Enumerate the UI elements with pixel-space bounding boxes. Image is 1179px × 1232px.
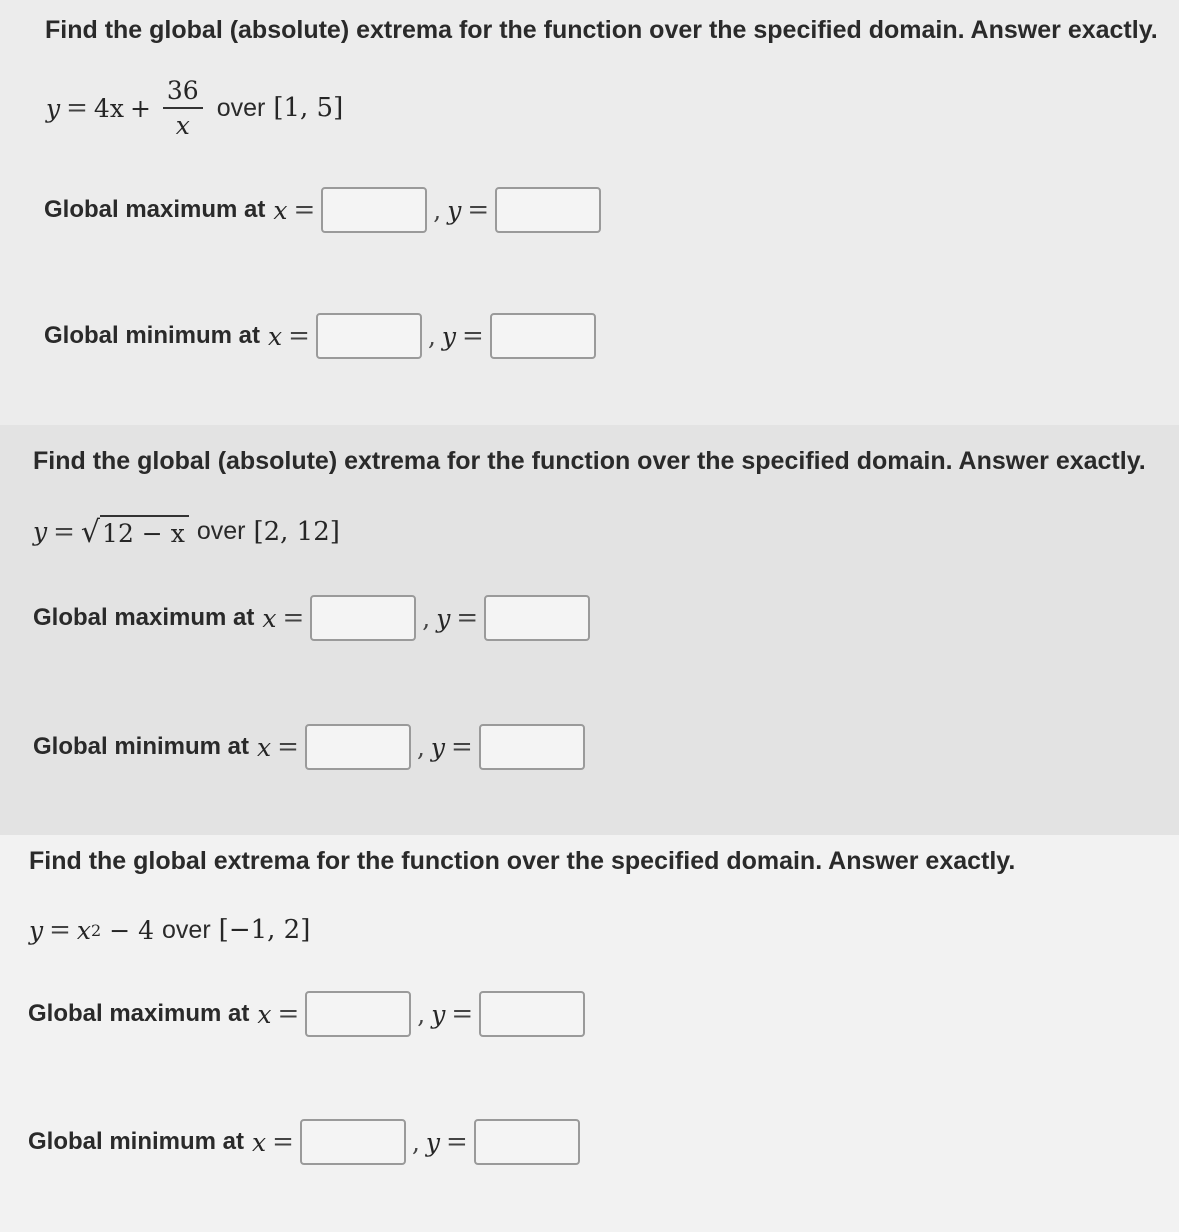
max-x-input[interactable] xyxy=(305,991,411,1037)
function-equals: = xyxy=(49,915,71,945)
domain-interval: [2, 12] xyxy=(253,516,340,547)
function-lhs: y xyxy=(33,517,48,546)
problem-3-panel xyxy=(0,835,1179,1232)
equals-sign: = xyxy=(272,1127,294,1157)
max-y-input[interactable] xyxy=(484,595,590,641)
max-label: Global maximum at xyxy=(44,196,266,223)
problem-2-instruction: Find the global (absolute) extrema for the function over the specified domain. Answer exactly. xyxy=(33,447,1146,475)
equals-sign: = xyxy=(446,1127,468,1157)
equals-sign: = xyxy=(277,732,299,762)
comma: , xyxy=(433,195,442,225)
min-x-input[interactable] xyxy=(300,1119,406,1165)
function-lhs: y xyxy=(29,915,44,945)
function-rest: − 4 xyxy=(109,915,155,945)
radicand: 12 − x xyxy=(100,515,189,548)
x-variable: x xyxy=(257,999,272,1029)
min-y-input[interactable] xyxy=(479,724,585,770)
max-y-input[interactable] xyxy=(479,991,585,1037)
problem-2-max-row xyxy=(33,595,590,641)
y-variable: y xyxy=(447,195,462,225)
over-word: over xyxy=(196,517,246,545)
max-x-input[interactable] xyxy=(321,187,427,233)
problem-2-panel xyxy=(0,425,1179,835)
problem-2-function xyxy=(33,515,340,548)
min-label: Global minimum at xyxy=(33,733,250,760)
square-root xyxy=(81,515,189,548)
function-exponent: 2 xyxy=(91,920,102,940)
function-equals: = xyxy=(53,516,75,547)
max-label: Global maximum at xyxy=(33,604,255,631)
domain-interval: [1, 5] xyxy=(273,93,344,123)
equals-sign: = xyxy=(451,732,473,762)
max-y-input[interactable] xyxy=(495,187,601,233)
fraction-numerator: 36 xyxy=(163,76,203,109)
function-base: x xyxy=(76,915,92,945)
x-variable: x xyxy=(257,732,272,762)
min-label: Global minimum at xyxy=(44,322,261,349)
min-y-input[interactable] xyxy=(474,1119,580,1165)
problem-3-instruction: Find the global extrema for the function over the specified domain. Answer exactly. xyxy=(29,847,1016,875)
equals-sign: = xyxy=(456,603,479,633)
fraction-denominator: x xyxy=(175,111,190,140)
equals-sign: = xyxy=(282,603,305,633)
over-word: over xyxy=(216,93,266,122)
function-term: 4x xyxy=(93,93,124,123)
radical-sign-icon: √ xyxy=(80,515,101,550)
equals-sign: = xyxy=(293,195,316,225)
problem-3-min-row xyxy=(28,1119,580,1165)
comma: , xyxy=(411,1127,420,1157)
x-variable: x xyxy=(268,321,283,351)
comma: , xyxy=(427,321,436,351)
equals-sign: = xyxy=(288,321,310,351)
min-label: Global minimum at xyxy=(28,1128,245,1155)
problem-1-panel xyxy=(0,0,1179,425)
domain-interval: [−1, 2] xyxy=(218,915,311,945)
comma: , xyxy=(417,999,426,1029)
equals-sign: = xyxy=(451,999,474,1029)
problem-3-function xyxy=(29,915,310,945)
x-variable: x xyxy=(252,1127,267,1157)
y-variable: y xyxy=(425,1127,441,1157)
problem-1-min-row xyxy=(44,313,596,359)
function-fraction xyxy=(163,76,203,140)
y-variable: y xyxy=(431,999,446,1029)
min-x-input[interactable] xyxy=(305,724,411,770)
max-x-input[interactable] xyxy=(310,595,416,641)
function-equals: = xyxy=(66,93,88,123)
problem-1-function xyxy=(46,76,343,140)
y-variable: y xyxy=(441,321,457,351)
over-word: over xyxy=(162,915,211,944)
x-variable: x xyxy=(273,195,288,225)
equals-sign: = xyxy=(462,321,484,351)
problem-1-instruction: Find the global (absolute) extrema for the function over the specified domain. Answer exactly. xyxy=(45,16,1158,44)
function-plus: + xyxy=(129,93,151,123)
y-variable: y xyxy=(430,732,446,762)
y-variable: y xyxy=(436,603,451,633)
equals-sign: = xyxy=(467,195,490,225)
problem-2-min-row xyxy=(33,724,585,770)
min-x-input[interactable] xyxy=(316,313,422,359)
function-lhs: y xyxy=(46,93,61,123)
comma: , xyxy=(416,732,425,762)
equals-sign: = xyxy=(277,999,300,1029)
problem-3-max-row xyxy=(28,991,585,1037)
min-y-input[interactable] xyxy=(490,313,596,359)
problem-1-max-row xyxy=(44,187,601,233)
x-variable: x xyxy=(262,603,277,633)
comma: , xyxy=(422,603,431,633)
max-label: Global maximum at xyxy=(28,1000,250,1027)
